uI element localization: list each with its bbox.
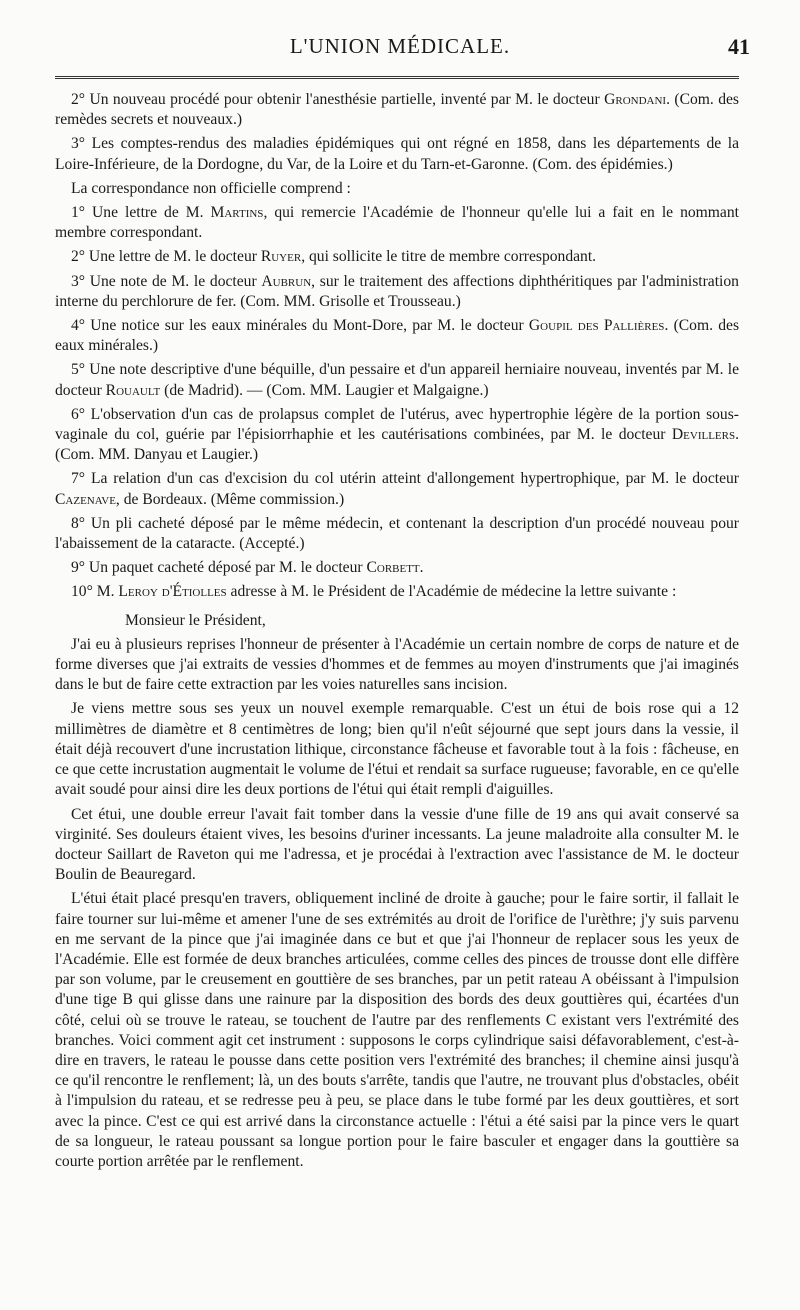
paragraph-corr-10: 10° M. Leroy d'Étiolles adresse à M. le Président de l'Académie de médecine la lettre suivante :	[71, 583, 677, 601]
paragraph-corr-1: 1° Une lettre de M. Martins, qui remercie l'Académie de l'honneur qu'elle lui a fait en le nommant membre correspondant.	[55, 204, 739, 242]
author-name: Goupil des Pallières	[528, 317, 665, 335]
author-name: Devillers	[671, 426, 736, 444]
author-name: Leroy d'Étiolles	[118, 583, 227, 601]
paragraph-corr-7: 7° La relation d'un cas d'excision du col utérin atteint d'allongement hypertrophique, par M. le docteur Cazenave, de Bordeaux. (Même commission.)	[55, 470, 739, 508]
paragraph-item-3: 3° Les comptes-rendus des maladies épidémiques qui ont régné en 1858, dans les départements de la Loire-Inférieure, de la Dordogne, du Var, de la Loire et du Tarn-et-Garonne. (Com. des épidémies.)	[55, 135, 739, 173]
author-name: Martins	[210, 204, 264, 222]
author-name: Corbett	[366, 559, 420, 577]
page-header	[0, 34, 800, 74]
paragraph-corr-5: 5° Une note descriptive d'une béquille, d'un pessaire et d'un appareil herniaire nouveau, inventés par M. le docteur Rouault (de Madrid). — (Com. MM. Laugier et Malgaigne.)	[55, 361, 739, 399]
paragraph-corr-2: 2° Une lettre de M. le docteur Ruyer, qui sollicite le titre de membre correspondant.	[71, 248, 597, 266]
paragraph-corr-9: 9° Un paquet cacheté déposé par M. le docteur Corbett.	[71, 559, 424, 577]
author-name: Cazenave	[55, 490, 116, 508]
paragraph-corr-8: 8° Un pli cacheté déposé par le même médecin, et contenant la description d'un procédé nouveau pour l'abaissement de la cataracte. (Accepté.)	[55, 514, 739, 553]
author-name: Grondani	[604, 91, 667, 108]
author-name: Rouault	[105, 381, 161, 399]
running-head: L'UNION MÉDICALE.	[289, 34, 511, 58]
author-name: Ruyer	[260, 248, 302, 266]
letter-paragraph: Cet étui, une double erreur l'avait fait tomber dans la vessie d'une fille de 19 ans qui avait conservé sa virginité. Ses douleurs étaient vives, les besoins d'uriner incessants. La jeune maladroite alla consulter M. le docteur Saillart de Raveton qui me l'adressa, et je procédai à l'extraction avec l'assistance de M. le docteur Boulin de Beauregard.	[55, 805, 739, 884]
page-body	[55, 90, 739, 1176]
letter-paragraph: L'étui était placé presqu'en travers, obliquement incliné de droite à gauche; pour le faire sortir, il fallait le faire tourner sur lui-même et amener l'une de ses extrémités au droit de l'orifice de l'urèthre; j'y suis parvenu en me servant de la pince que j'ai imaginée dans ce but et que j'ai l'honneur de replacer sous les yeux de l'Académie. Elle est formée de deux branches articulées, comme celles des pinces de trousse dont elle diffère par son volume, par le creusement en gouttière de ses branches, par un petit rateau A obéissant à l'impulsion d'une tige B qui glisse dans une rainure par la disposition des bords des deux gouttières qui, écartées d'un côté, celui où se trouve le rateau, se touchent de l'autre par des renflements C existant vers l'extrémité des branches. Voici comment agit cet instrument : supposons le corps cylindrique saisi défavorablement, c'est-à-dire en travers, le rateau le pousse dans cette position vers l'extrémité des branches; il chemine ainsi jusqu'à ce qu'il rencontre le renflement; là, un des bouts s'arrête, tandis que l'autre, ne trouvant plus d'obstacles, obéit à l'impulsion du rateau, et se redresse peu à peu, se place dans le tube formé par les deux gouttières, et sort avec la pince. C'est ce qui est arrivé dans la circonstance actuelle : l'étui a été saisi par la pince vers le quart de sa longueur, le rateau poussant sa longue portion pour le faire basculer et engager dans la gouttière sa courte portion arrêtée par le renflement.	[55, 890, 739, 1170]
letter-paragraph: Je viens mettre sous ses yeux un nouvel exemple remarquable. C'est un étui de bois rose qui a 12 millimètres de diamètre et 8 centimètres de long; bien qu'il n'eût séjourné que sept jours dans la vessie, il était déjà recouvert d'une incrustation lithique, circonstance fâcheuse et favorable tout à la fois : fâcheuse, en ce que cette incrustation augmentait le volume de l'étui et rendait sa surface rugueuse; favorable, en ce qu'elle avait soudé pour ainsi dire les deux portions de l'étui qui était rempli d'aiguilles.	[55, 700, 739, 799]
paragraph-corr-6: 6° L'observation d'un cas de prolapsus complet de l'utérus, avec hypertrophie légère de la portion sous-vaginale du col, guérie par l'épisiorrhaphie et les cautérisations combinées, par M. le docteur Devillers. (Com. MM. Danyau et Laugier.)	[55, 405, 739, 464]
letter-paragraph: J'ai eu à plusieurs reprises l'honneur de présenter à l'Académie un certain nombre de corps de nature et de forme diverses que j'ai extraits de vessies d'hommes et de femmes au moyen d'instruments que j'ai imaginés dans le but de faire cette extraction par les voies naturelles sans incision.	[55, 635, 739, 694]
paragraph-correspondence-intro: La correspondance non officielle comprend :	[71, 179, 351, 197]
paragraph-corr-3: 3° Une note de M. le docteur Aubrun, sur le traitement des affections diphthéritiques par l'administration interne du perchlorure de fer. (Com. MM. Grisolle et Trousseau.)	[55, 272, 739, 310]
header-rule	[55, 76, 739, 79]
paragraph-corr-4: 4° Une notice sur les eaux minérales du Mont-Dore, par M. le docteur Goupil des Pallières. (Com. des eaux minérales.)	[55, 317, 740, 355]
author-name: Aubrun	[261, 272, 312, 290]
letter-salutation: Monsieur le Président,	[125, 611, 266, 629]
page-number: 41	[728, 34, 750, 59]
paragraph-item-2: 2° Un nouveau procédé pour obtenir l'anesthésie partielle, inventé par M. le docteur Grondani. (Com. des remèdes secrets et nouveaux.)	[55, 91, 739, 129]
